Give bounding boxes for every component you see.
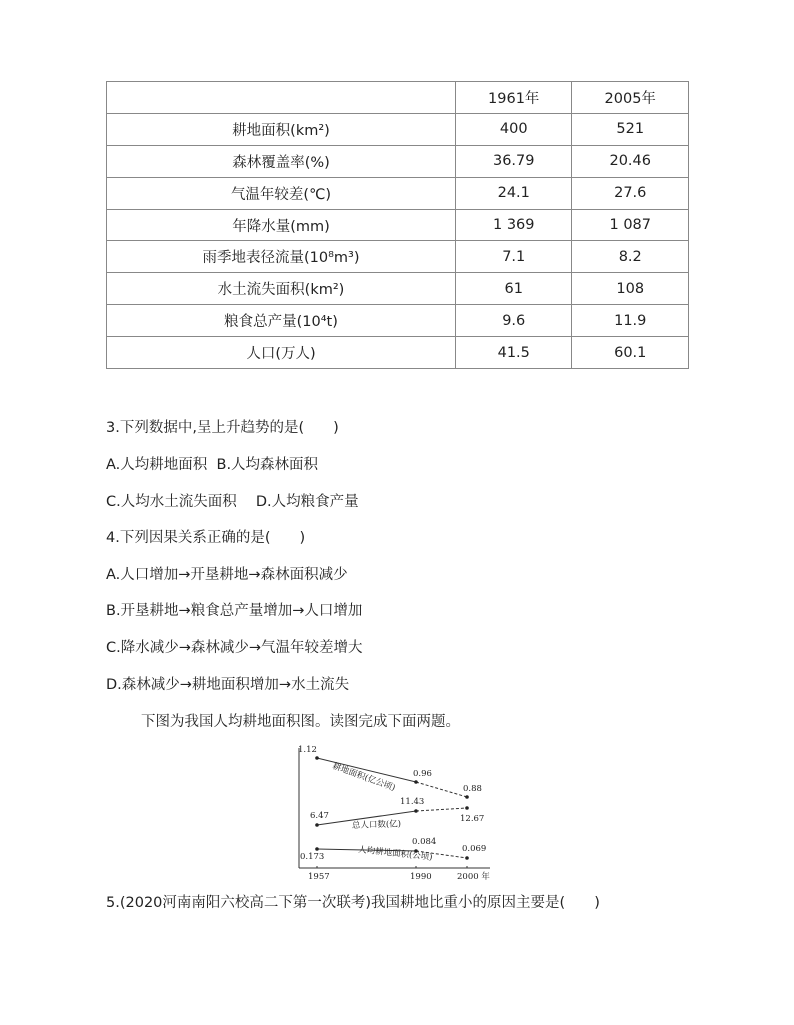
data-point: [414, 780, 418, 784]
question-3-stem: 3.下列数据中,呈上升趋势的是( ): [106, 420, 339, 436]
data-label: 0.084: [412, 837, 437, 847]
data-label: 6.47: [310, 811, 329, 821]
table-header-cell: 2005年: [572, 82, 689, 114]
series-name-label: 耕地面积(亿公顷): [330, 761, 397, 794]
question-3-options-ab: A.人均耕地面积 B.人均森林面积: [106, 457, 319, 473]
table-cell-2005: 20.46: [572, 145, 689, 177]
table-row-label: 气温年较差(℃): [107, 177, 456, 209]
table-cell-2005: 60.1: [572, 337, 689, 369]
table-header-row: [107, 82, 689, 114]
series-line-dashed: [416, 808, 467, 811]
data-label: 12.67: [460, 814, 485, 824]
table-row: [107, 273, 689, 305]
table-cell-1961: 41.5: [456, 337, 572, 369]
table-header-cell: [107, 82, 456, 114]
table-cell-1961: 1 369: [456, 209, 572, 241]
series-name-label: 人均耕地面积(公顷): [357, 845, 433, 863]
series-name-label: 总人口数(亿): [351, 819, 402, 831]
table-cell-2005: 8.2: [572, 241, 689, 273]
table-cell-1961: 7.1: [456, 241, 572, 273]
table-row-label: 年降水量(mm): [107, 209, 456, 241]
table-cell-1961: 61: [456, 273, 572, 305]
table-cell-1961: 36.79: [456, 145, 572, 177]
table-row-label: 粮食总产量(10⁴t): [107, 305, 456, 337]
table-row-label: 耕地面积(km²): [107, 113, 456, 145]
table-row-label: 水土流失面积(km²): [107, 273, 456, 305]
x-tick-label: 1957: [308, 872, 330, 882]
x-tick-label: 1990: [410, 872, 432, 882]
table-row: [107, 209, 689, 241]
table-row: [107, 337, 689, 369]
question-4-stem: 4.下列因果关系正确的是( ): [106, 530, 306, 546]
data-point: [315, 847, 319, 851]
question-4-option-b: B.开垦耕地→粮食总产量增加→人口增加: [106, 603, 363, 619]
table-row: [107, 113, 689, 145]
data-label: 11.43: [400, 797, 425, 807]
data-label: 0.96: [413, 769, 432, 779]
data-point: [414, 809, 418, 813]
question-4-option-d: D.森林减少→耕地面积增加→水土流失: [106, 677, 350, 693]
data-point: [465, 806, 469, 810]
table-cell-2005: 108: [572, 273, 689, 305]
table-row-label: 雨季地表径流量(10⁸m³): [107, 241, 456, 273]
data-label: 1.12: [298, 745, 317, 755]
table-cell-2005: 521: [572, 113, 689, 145]
farmland-chart: [290, 740, 505, 885]
table-header-cell: 1961年: [456, 82, 572, 114]
x-tick-label: 2000 年: [457, 872, 490, 882]
data-point: [465, 856, 469, 860]
data-label: 0.173: [300, 852, 325, 862]
table-row: [107, 305, 689, 337]
figure-intro: 下图为我国人均耕地面积图。读图完成下面两题。: [141, 714, 460, 730]
question-4-option-c: C.降水减少→森林减少→气温年较差增大: [106, 640, 363, 656]
table-row: [107, 241, 689, 273]
table-row: [107, 145, 689, 177]
table-cell-1961: 9.6: [456, 305, 572, 337]
table-row-label: 人口(万人): [107, 337, 456, 369]
table-cell-1961: 400: [456, 113, 572, 145]
data-point: [465, 795, 469, 799]
table-row: [107, 177, 689, 209]
table-row-label: 森林覆盖率(%): [107, 145, 456, 177]
question-4-option-a: A.人口增加→开垦耕地→森林面积减少: [106, 567, 348, 583]
question-3-options-cd: C.人均水土流失面积 D.人均粮食产量: [106, 494, 359, 510]
data-label: 0.069: [462, 844, 487, 854]
data-table: [106, 81, 689, 369]
question-5-stem: 5.(2020河南南阳六校高二下第一次联考)我国耕地比重小的原因主要是( ): [106, 895, 600, 911]
series-line-dashed: [416, 782, 467, 797]
table-cell-2005: 1 087: [572, 209, 689, 241]
table-cell-2005: 27.6: [572, 177, 689, 209]
data-label: 0.88: [463, 784, 482, 794]
data-point: [315, 756, 319, 760]
table-cell-2005: 11.9: [572, 305, 689, 337]
data-point: [315, 823, 319, 827]
table-cell-1961: 24.1: [456, 177, 572, 209]
